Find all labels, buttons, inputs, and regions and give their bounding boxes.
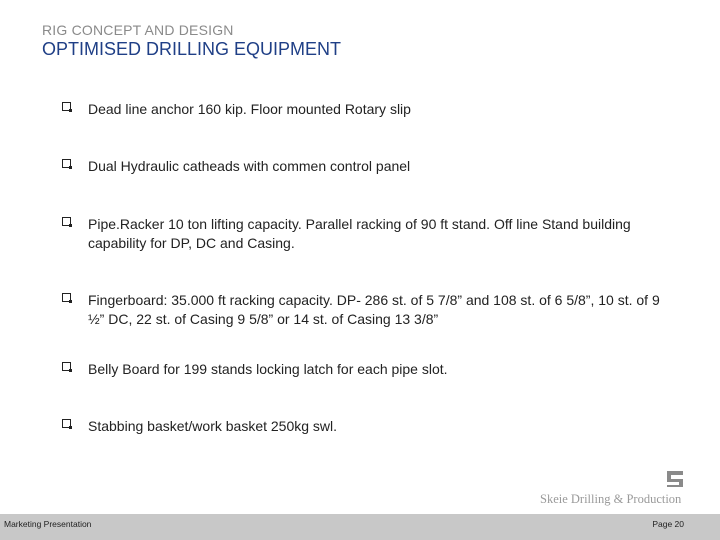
checkbox-bullet-icon (62, 419, 71, 428)
bullet-text: Pipe.Racker 10 ton lifting capacity. Parallel racking of 90 ft stand. Off line Stand building capability for DP, DC and Casing. (88, 216, 631, 251)
slide-title: OPTIMISED DRILLING EQUIPMENT (42, 39, 342, 59)
checkbox-bullet-icon (62, 102, 71, 111)
bullet-text: Dual Hydraulic catheads with commen control panel (88, 158, 411, 174)
checkbox-bullet-icon (62, 293, 71, 302)
company-logo (540, 470, 715, 508)
bullet-text: Stabbing basket/work basket 250kg swl. (88, 418, 338, 434)
checkbox-bullet-icon (62, 159, 71, 168)
checkbox-bullet-icon (62, 362, 71, 371)
bullet-text: Fingerboard: 35.000 ft racking capacity. DP- 286 st. of 5 7/8” and 108 st. of 6 5/8”, 10 st. of 9 ½” DC, 22 st. of Casing 9 5/8” or 14 st. of Casing 13 3/8” (88, 292, 660, 327)
logo-text: Skeie Drilling & Production (540, 492, 682, 506)
logo-mark-icon (666, 470, 684, 488)
bullet-text: Belly Board for 199 stands locking latch for each pipe slot. (88, 361, 448, 377)
checkbox-bullet-icon (62, 217, 71, 226)
footer-presentation-label: Marketing Presentation (4, 519, 92, 529)
section-subtitle: RIG CONCEPT AND DESIGN (42, 22, 234, 38)
page-number: Page 20 (652, 519, 684, 529)
footer-bar (0, 514, 720, 540)
bullet-text: Dead line anchor 160 kip. Floor mounted Rotary slip (88, 101, 411, 117)
